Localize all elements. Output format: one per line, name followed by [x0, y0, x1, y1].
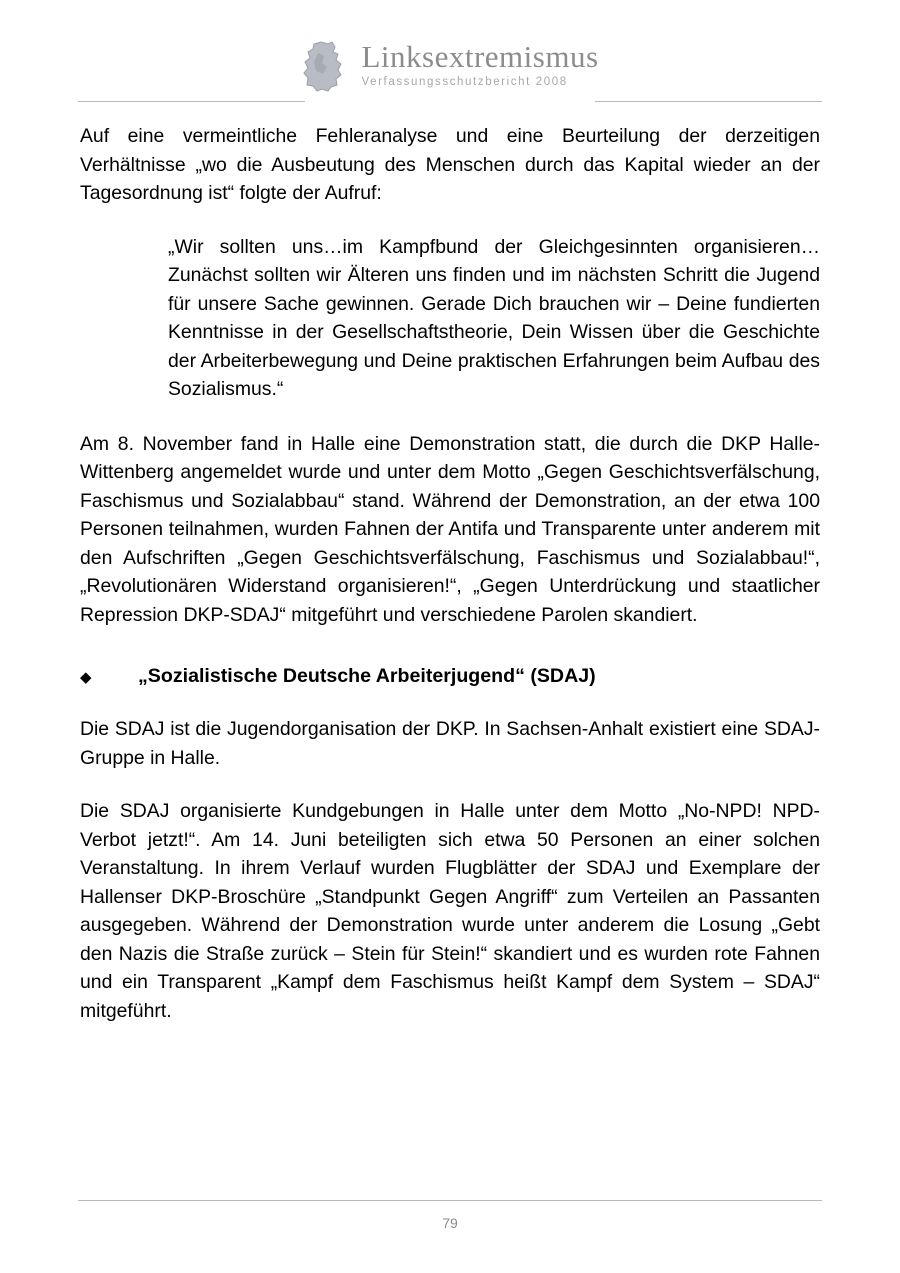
header-subtitle: Verfassungsschutzbericht 2008 [361, 76, 568, 88]
bullet-diamond-icon: ◆ [80, 669, 92, 686]
section-heading-label: „Sozialistische Deutsche Arbeiterjugend“ (SDAJ) [138, 665, 596, 687]
paragraph-sdaj-activities: Die SDAJ organisierte Kundgebungen in Halle unter dem Motto „No-NPD! NPD-Verbot jetzt!“. Am 14. Juni beteiligten sich etwa 50 Personen an einer solchen Veranstaltung. In ihrem Verlauf wurden Flugblätter der SDAJ und Exemplare der Hallenser DKP-Broschüre „Standpunkt Gegen Angriff“ zum Verteilen an Passanten ausgegeben. Während der Demonstration wurde unter anderem die Losung „Gebt den Nazis die Straße zurück – Stein für Stein!“ skandiert und es wurden rote Fahnen und ein Transparent „Kampf dem Faschismus heißt Kampf dem System – SDAJ“ mitgeführt. [80, 800, 820, 1022]
paragraph-sdaj-description: Die SDAJ ist die Jugendorganisation der DKP. In Sachsen-Anhalt existiert eine SDAJ-Gruppe in Halle. [80, 718, 820, 769]
page-footer [0, 1200, 900, 1231]
saxony-anhalt-state-outline-icon [301, 40, 347, 92]
footer-divider [78, 1200, 822, 1201]
blockquote-aufruf: „Wir sollten uns…im Kampfbund der Gleichgesinnten organisieren…Zunächst sollten wir Älteren uns finden und im nächsten Schritt die Jugend für unsere Sache gewinnen. Gerade Dich brauchen wir – Deine fundierten Kenntnisse in der Gesellschaftstheorie, Dein Wissen über die Geschichte der Arbeiterbewegung und Deine praktischen Erfahrungen beim Aufbau des Sozialismus.“ [168, 235, 820, 400]
page-content [0, 122, 900, 1025]
page-header [0, 0, 900, 112]
paragraph-intro: Auf eine vermeintliche Fehleranalyse und eine Beurteilung der derzeitigen Verhältnisse „wo die Ausbeutung des Menschen durch das Kapital wieder an der Tagesordnung ist“ folgte der Aufruf: [80, 125, 820, 204]
header-title: Linksextremismus [361, 39, 599, 75]
paragraph-demonstration-halle: Am 8. November fand in Halle eine Demonstration statt, die durch die DKP Halle-Wittenberg angemeldet wurde und unter dem Motto „Gegen Geschichtsverfälschung, Faschismus und Sozialabbau“ stand. Während der Demonstration, an der etwa 100 Personen teilnahmen, wurden Fahnen der Antifa und Transparente unter anderem mit den Aufschriften „Gegen Geschichtsverfälschung, Faschismus und Sozialabbau!“, „Revolutionären Widerstand organisieren!“, „Gegen Unterdrückung und staatlicher Repression DKP-SDAJ“ mitgeführt und verschiedene Parolen skandiert. [80, 432, 820, 626]
page-number: 79 [442, 1215, 458, 1231]
header-text-block [361, 41, 598, 88]
header-divider-gap [305, 98, 595, 105]
header-content [0, 0, 900, 88]
section-heading-sdaj [80, 663, 820, 689]
